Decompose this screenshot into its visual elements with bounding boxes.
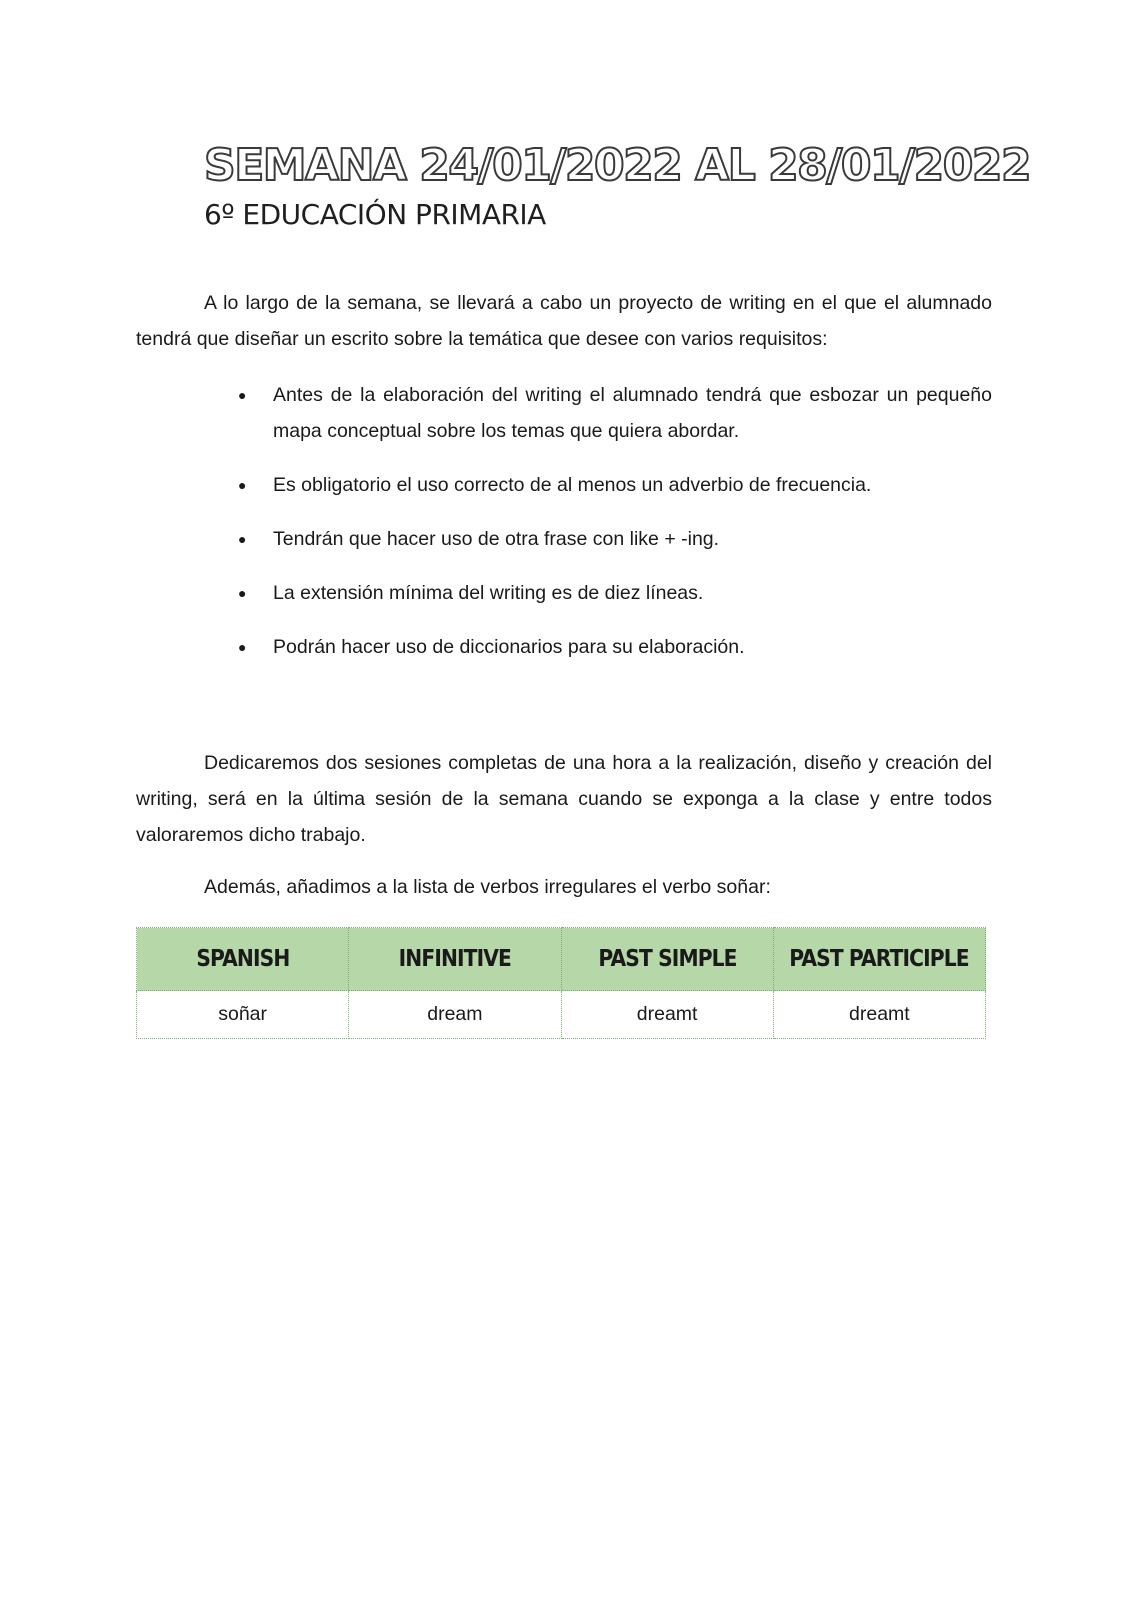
cell-infinitive: dream	[349, 991, 561, 1039]
list-item	[136, 629, 992, 665]
page-title: SEMANA 24/01/2022 AL 28/01/2022	[204, 140, 1031, 191]
list-item-text: Es obligatorio el uso correcto de al menos un adverbio de frecuencia.	[273, 474, 872, 496]
bullet-icon: ●	[238, 387, 247, 403]
cell-past-simple: dreamt	[561, 991, 773, 1039]
requirements-list	[136, 377, 992, 683]
verbs-intro-paragraph: Además, añadimos a la lista de verbos irregulares el verbo soñar:	[204, 876, 771, 898]
bullet-icon: ●	[238, 585, 247, 601]
list-item	[136, 467, 992, 503]
table-header-row	[137, 928, 986, 991]
list-item-text: Podrán hacer uso de diccionarios para su elaboración.	[273, 636, 745, 658]
intro-paragraph: A lo largo de la semana, se llevará a cabo un proyecto de writing en el que el alumnado tendrá que diseñar un escrito sobre la temática que desee con varios requisitos:	[136, 292, 992, 350]
header-past-participle: PAST PARTICIPLE	[773, 928, 985, 991]
page-subtitle: 6º EDUCACIÓN PRIMARIA	[204, 198, 546, 231]
header-infinitive: INFINITIVE	[349, 928, 561, 991]
header-past-simple: PAST SIMPLE	[561, 928, 773, 991]
cell-past-participle: dreamt	[773, 991, 985, 1039]
list-item	[136, 377, 992, 449]
header-spanish: SPANISH	[137, 928, 349, 991]
bullet-icon: ●	[238, 531, 247, 547]
sessions-paragraph: Dedicaremos dos sesiones completas de una hora a la realización, diseño y creación del writing, será en la última sesión de la semana cuando se exponga a la clase y entre todos valoraremos dicho trabajo.	[136, 752, 992, 846]
cell-spanish: soñar	[137, 991, 349, 1039]
list-item-text: La extensión mínima del writing es de diez líneas.	[273, 582, 704, 604]
table-row	[137, 991, 986, 1039]
list-item-text: Antes de la elaboración del writing el alumnado tendrá que esbozar un pequeño mapa conceptual sobre los temas que quiera abordar.	[273, 384, 992, 442]
bullet-icon: ●	[238, 639, 247, 655]
list-item	[136, 521, 992, 557]
irregular-verbs-table	[136, 927, 986, 1039]
list-item	[136, 575, 992, 611]
bullet-icon: ●	[238, 477, 247, 493]
list-item-text: Tendrán que hacer uso de otra frase con like + -ing.	[273, 528, 720, 550]
